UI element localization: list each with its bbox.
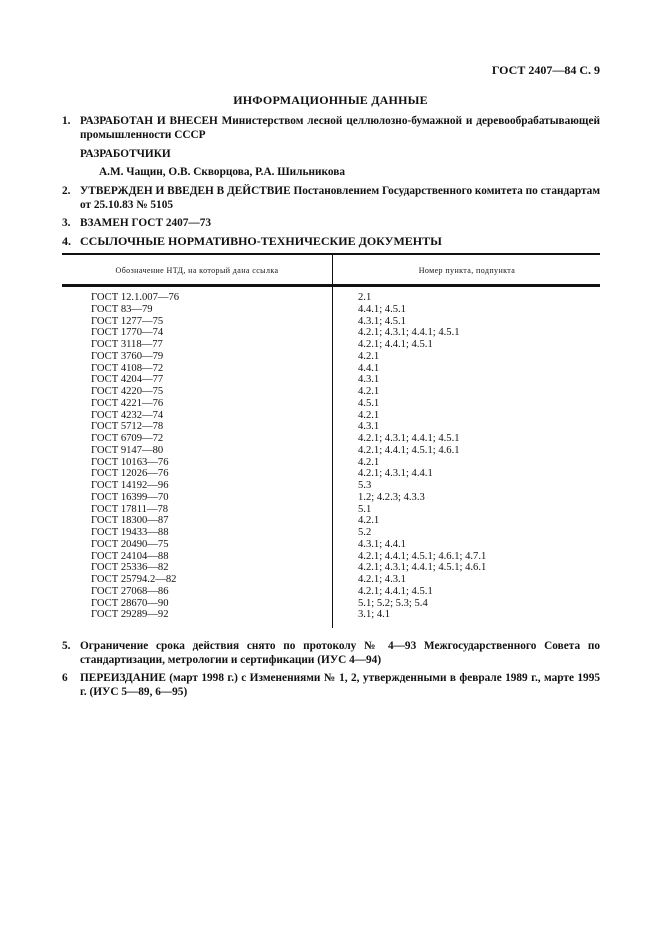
cell-document: ГОСТ 10163—76 [91, 456, 169, 468]
cell-clause: 4.2.1 [358, 456, 380, 468]
table-row [62, 574, 600, 586]
table-row [62, 515, 600, 527]
cell-document: ГОСТ 20490—75 [91, 538, 169, 550]
table-row [62, 445, 600, 457]
table-row [62, 292, 600, 304]
cell-document: ГОСТ 25336—82 [91, 562, 169, 574]
cell-clause: 4.2.1; 4.4.1; 4.5.1 [358, 585, 433, 597]
table-body [62, 292, 600, 621]
cell-document: ГОСТ 19433—88 [91, 527, 169, 538]
column-header-clause: Номер пункта, подпункта [418, 266, 516, 275]
cell-clause: 4.2.1 [358, 350, 380, 362]
cell-document: ГОСТ 29289—92 [91, 609, 169, 621]
table-row [62, 480, 600, 492]
cell-clause: 4.2.1; 4.3.1 [358, 574, 406, 585]
cell-clause: 4.5.1 [358, 397, 380, 409]
item-text: Министерством лесной целлюлозно-бумажной и деревообрабатывающей промышленности СССР [80, 115, 600, 141]
item-number: 2. [62, 185, 71, 197]
table-header-rule [62, 284, 600, 287]
cell-clause: 4.2.1; 4.4.1; 4.5.1; 4.6.1; 4.7.1 [358, 550, 487, 562]
cell-document: ГОСТ 27068—86 [91, 585, 169, 597]
item-heading: ПЕРЕИЗДАНИЕ [80, 672, 166, 684]
item-text: Постановлением Государственного комитета по стандартам от 25.10.83 № 5105 [80, 185, 601, 211]
cell-clause: 3.1; 4.1 [358, 609, 391, 621]
item-heading: ВЗАМЕН ГОСТ 2407—73 [80, 217, 212, 229]
cell-clause: 4.3.1; 4.5.1 [358, 315, 406, 327]
cell-clause: 4.4.1 [358, 362, 380, 374]
cell-document: ГОСТ 4232—74 [91, 409, 164, 421]
page-header: ГОСТ 2407—84 С. 9 [491, 63, 600, 77]
column-header-document: Обозначение НТД, на который дана ссылка [115, 266, 279, 275]
table-row [62, 539, 600, 551]
cell-document: ГОСТ 12.1.007—76 [91, 292, 180, 303]
cell-document: ГОСТ 28670—90 [91, 597, 169, 609]
cell-clause: 4.2.1; 4.3.1; 4.4.1; 4.5.1; 4.6.1 [358, 562, 487, 574]
item-text: (март 1998 г.) с Изменениями № 1, 2, утвержденными в феврале 1989 г., марте 1995 г. (ИУС 5—89, 6—95) [80, 672, 600, 698]
cell-clause: 4.2.1 [358, 409, 380, 421]
cell-document: ГОСТ 12026—76 [91, 468, 169, 480]
table-row [62, 421, 600, 433]
cell-document: ГОСТ 6709—72 [91, 433, 164, 444]
cell-document: ГОСТ 5712—78 [91, 421, 164, 433]
cell-document: ГОСТ 4221—76 [91, 397, 164, 409]
table-row [62, 351, 600, 363]
table-top-rule [62, 253, 600, 255]
table-row [62, 551, 600, 563]
cell-document: ГОСТ 4220—75 [91, 386, 164, 397]
table-row [62, 433, 600, 445]
item-number: 6 [62, 672, 68, 684]
cell-clause: 4.3.1; 4.4.1 [358, 538, 406, 550]
cell-clause: 4.2.1; 4.3.1; 4.4.1 [358, 468, 433, 480]
cell-clause: 4.2.1; 4.4.1; 4.5.1; 4.6.1 [358, 444, 460, 456]
item-number: 1. [62, 115, 71, 127]
item-5 [62, 639, 600, 667]
cell-clause: 4.2.1 [358, 386, 380, 397]
table-row [62, 586, 600, 598]
item-heading: РАЗРАБОТАН И ВНЕСЕН [80, 115, 218, 127]
cell-clause: 4.3.1 [358, 374, 380, 386]
table-row [62, 339, 600, 351]
table-row [62, 316, 600, 328]
item-3 [62, 216, 600, 230]
cell-document: ГОСТ 4204—77 [91, 374, 164, 386]
cell-clause: 4.2.1; 4.3.1; 4.4.1; 4.5.1 [358, 433, 460, 444]
cell-document: ГОСТ 17811—78 [91, 503, 169, 515]
item-2 [62, 184, 600, 212]
cell-document: ГОСТ 9147—80 [91, 444, 164, 456]
item-text: Ограничение срока действия снято по протоколу № 4—93 Межгосударственного Совета по стандартизации, метрологии и сертификации (ИУС 4—94) [80, 640, 600, 666]
item-heading: УТВЕРЖДЕН И ВВЕДЕН В ДЕЙСТВИЕ [80, 185, 291, 197]
item-heading: ССЫЛОЧНЫЕ НОРМАТИВНО-ТЕХНИЧЕСКИЕ ДОКУМЕНТЫ [80, 234, 442, 248]
cell-document: ГОСТ 25794.2—82 [91, 574, 177, 585]
cell-document: ГОСТ 18300—87 [91, 515, 169, 527]
document-title: ИНФОРМАЦИОННЫЕ ДАННЫЕ [233, 93, 428, 107]
table-row [62, 374, 600, 386]
table-row [62, 598, 600, 610]
developers-names: А.М. Чащин, О.В. Скворцова, Р.А. Шильникова [99, 166, 345, 178]
cell-clause: 2.1 [358, 292, 372, 303]
cell-document: ГОСТ 1277—75 [91, 315, 164, 327]
cell-document: ГОСТ 3760—79 [91, 350, 164, 362]
table-row [62, 457, 600, 469]
table-row [62, 304, 600, 316]
cell-document: ГОСТ 14192—96 [91, 480, 169, 491]
cell-document: ГОСТ 83—79 [91, 303, 153, 315]
item-number: 4. [62, 234, 71, 248]
cell-document: ГОСТ 4108—72 [91, 362, 164, 374]
cell-document: ГОСТ 24104—88 [91, 550, 169, 562]
cell-clause: 1.2; 4.2.3; 4.3.3 [358, 491, 425, 503]
table-row [62, 410, 600, 422]
cell-clause: 5.2 [358, 527, 372, 538]
table-row [62, 327, 600, 339]
cell-clause: 5.3 [358, 480, 372, 491]
cell-clause: 5.1 [358, 503, 372, 515]
table-row [62, 609, 600, 621]
cell-clause: 4.4.1; 4.5.1 [358, 303, 406, 315]
cell-clause: 4.3.1 [358, 421, 380, 433]
cell-clause: 5.1; 5.2; 5.3; 5.4 [358, 597, 428, 609]
references-table [62, 253, 600, 629]
cell-document: ГОСТ 16399—70 [91, 491, 169, 503]
table-row [62, 562, 600, 574]
item-4 [62, 234, 600, 248]
cell-clause: 4.2.1; 4.3.1; 4.4.1; 4.5.1 [358, 327, 460, 339]
item-6 [62, 671, 600, 699]
table-row [62, 363, 600, 375]
cell-clause: 4.2.1 [358, 515, 380, 527]
cell-document: ГОСТ 1770—74 [91, 327, 164, 339]
item-number: 5. [62, 640, 71, 652]
table-row [62, 492, 600, 504]
table-row [62, 504, 600, 516]
developers-label: РАЗРАБОТЧИКИ [80, 148, 171, 160]
table-row [62, 468, 600, 480]
cell-clause: 4.2.1; 4.4.1; 4.5.1 [358, 339, 433, 350]
table-row [62, 527, 600, 539]
item-1 [62, 114, 600, 142]
table-row [62, 386, 600, 398]
item-number: 3. [62, 217, 71, 229]
cell-document: ГОСТ 3118—77 [91, 339, 163, 350]
table-row [62, 398, 600, 410]
